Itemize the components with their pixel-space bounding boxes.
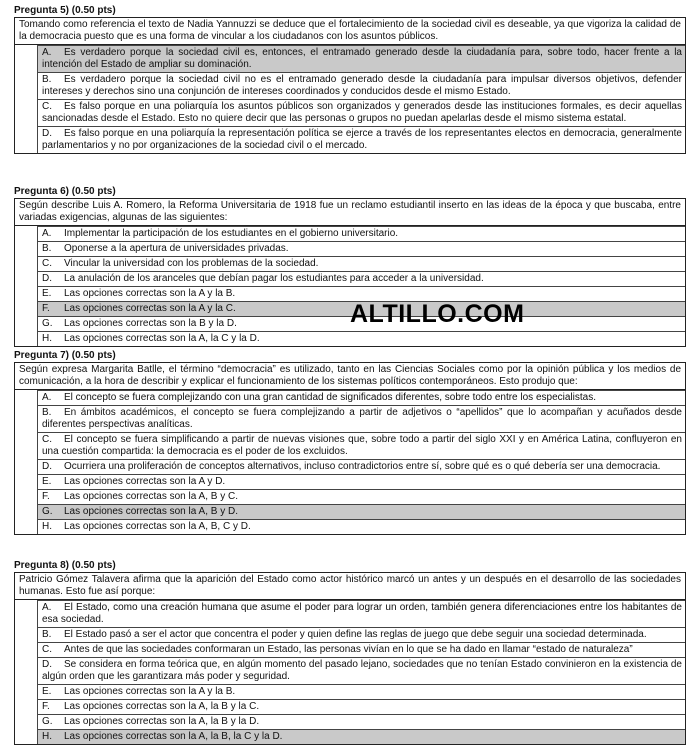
option-text: Oponerse a la apertura de universidades privadas. <box>64 243 289 254</box>
option-label: G. <box>42 506 53 517</box>
option-b[interactable] <box>37 72 685 99</box>
option-text: Las opciones correctas son la A, la B y la D. <box>64 716 260 727</box>
option-text: Las opciones correctas son la A y la B. <box>64 686 236 697</box>
option-e[interactable] <box>37 684 685 699</box>
option-text: Las opciones correctas son la A, B, C y D. <box>64 521 251 532</box>
option-label: C. <box>42 258 52 269</box>
option-text: Las opciones correctas son la A y la C. <box>64 303 236 314</box>
option-label: C. <box>42 644 52 655</box>
option-g[interactable] <box>37 504 685 519</box>
option-h[interactable] <box>37 331 685 346</box>
option-label: A. <box>42 47 52 58</box>
option-text: Las opciones correctas son la A, B y D. <box>64 506 238 517</box>
option-label: B. <box>42 74 52 85</box>
option-c[interactable] <box>37 432 685 459</box>
option-a[interactable] <box>37 45 685 72</box>
option-label: G. <box>42 716 53 727</box>
option-label: G. <box>42 318 53 329</box>
option-text: La anulación de los aranceles que debían pagar los estudiantes para acceder a la universidad. <box>64 273 484 284</box>
question-title: Pregunta 7) (0.50 pts) <box>14 350 116 361</box>
option-b[interactable] <box>37 627 685 642</box>
option-label: C. <box>42 101 52 112</box>
option-label: D. <box>42 461 52 472</box>
option-text: El concepto se fuera simplificando a partir de nuevas visiones que, sobre todo a partir del siglo XXI y en América Latina, confluyeron en una cuestión compartida: la democracia es el poder de los excluidos. <box>42 434 682 457</box>
option-label: F. <box>42 491 50 502</box>
option-text: Implementar la participación de los estudiantes en el gobierno universitario. <box>64 228 399 239</box>
option-text: Se considera en forma teórica que, en algún momento del pasado lejano, sociedades que no tenían Estado convinieron en la existencia de algún orden que les garantizara más poder y seguridad. <box>42 659 682 682</box>
option-label: F. <box>42 701 50 712</box>
option-text: Es verdadero porque la sociedad civil es, entonces, el entramado generado desde la ciudadanía para, sobre todo, hacer frente a la intención del Estado de ampliar su dominación. <box>42 47 682 70</box>
option-text: Es falso porque en una poliarquía los asuntos públicos son organizados y generados desde las instituciones formales, es decir aquellas sancionadas desde el Estado. Esto no quiere decir que las personas o grupos no puedan apelarlas desde el mismo sistema estatal. <box>42 101 682 124</box>
option-text: Las opciones correctas son la B y la D. <box>64 318 237 329</box>
option-label: D. <box>42 659 52 670</box>
option-g[interactable] <box>37 714 685 729</box>
question-box <box>14 362 686 535</box>
option-label: E. <box>42 476 52 487</box>
question-title: Pregunta 5) (0.50 pts) <box>14 5 116 16</box>
option-label: B. <box>42 243 52 254</box>
option-text: El Estado, como una creación humana que asume el poder para lograr un orden, también genera diferenciaciones entre los habitantes de esa sociedad. <box>42 602 682 625</box>
option-text: Es verdadero porque la sociedad civil no es el entramado generado desde la ciudadanía para impulsar diversos objetivos, defender intereses y derechos sino una conjunción de intereses coordinados y conducidos desde el mismo Estado. <box>42 74 682 97</box>
option-a[interactable] <box>37 600 685 627</box>
option-label: F. <box>42 303 50 314</box>
option-f[interactable] <box>37 489 685 504</box>
question-stem: Según describe Luis A. Romero, la Reforma Universitaria de 1918 fue un reclamo estudiantil inserto en las ideas de la época y que buscaba, entre variadas exigencias, algunas de las siguientes: <box>15 199 685 226</box>
option-label: D. <box>42 273 52 284</box>
question-5 <box>14 5 686 154</box>
option-d[interactable] <box>37 459 685 474</box>
question-box <box>14 572 686 745</box>
option-text: Las opciones correctas son la A, la C y la D. <box>64 333 260 344</box>
option-c[interactable] <box>37 642 685 657</box>
question-stem: Tomando como referencia el texto de Nadia Yannuzzi se deduce que el fortalecimiento de la sociedad civil es deseable, ya que vigoriza la calidad de la democracia puesto que es una forma de vincular a los ciudadanos con los asuntos públicos. <box>15 18 685 45</box>
question-8 <box>14 560 686 745</box>
option-c[interactable] <box>37 99 685 126</box>
option-a[interactable] <box>37 390 685 405</box>
option-label: A. <box>42 392 52 403</box>
option-b[interactable] <box>37 241 685 256</box>
option-label: H. <box>42 521 52 532</box>
option-c[interactable] <box>37 256 685 271</box>
option-h[interactable] <box>37 519 685 534</box>
option-text: El Estado pasó a ser el actor que concentra el poder y quien define las reglas de juego que debe seguir una sociedad determinada. <box>64 629 647 640</box>
option-label: D. <box>42 128 52 139</box>
option-label: H. <box>42 333 52 344</box>
option-label: E. <box>42 288 52 299</box>
option-b[interactable] <box>37 405 685 432</box>
question-7 <box>14 350 686 535</box>
option-label: A. <box>42 228 52 239</box>
option-a[interactable] <box>37 226 685 241</box>
option-d[interactable] <box>37 271 685 286</box>
option-e[interactable] <box>37 474 685 489</box>
option-text: El concepto se fuera complejizando con una gran cantidad de significados diferentes, sobre todo entre los especialistas. <box>64 392 596 403</box>
option-label: B. <box>42 629 52 640</box>
option-label: C. <box>42 434 52 445</box>
question-stem: Patricio Gómez Talavera afirma que la aparición del Estado como actor histórico marcó un antes y un después en el desarrollo de las sociedades humanas. Esto fue así porque: <box>15 573 685 600</box>
option-text: Las opciones correctas son la A y la B. <box>64 288 236 299</box>
question-stem: Según expresa Margarita Batlle, el término “democracia” es utilizado, tanto en las Ciencias Sociales como por la opinión pública y los medios de comunicación, a la hora de describir y explicar el funcionamiento de los sistemas políticos contemporáneos. Esto produjo que: <box>15 363 685 390</box>
option-f[interactable] <box>37 699 685 714</box>
option-d[interactable] <box>37 126 685 153</box>
option-text: Las opciones correctas son la A, B y C. <box>64 491 238 502</box>
option-text: Es falso porque en una poliarquía la representación política se ejerce a través de los representantes electos en democracia, generalmente parlamentarios y no por organizaciones de la sociedad civil o el mercado. <box>42 128 682 151</box>
option-text: Las opciones correctas son la A y D. <box>64 476 226 487</box>
watermark: ALTILLO.COM <box>350 300 525 328</box>
option-text: En ámbitos académicos, el concepto se fuera complejizando a partir de adjetivos o “apellidos” que lo acompañan y acuñados desde diferentes perspectivas analíticas. <box>42 407 682 430</box>
option-text: Las opciones correctas son la A, la B y la C. <box>64 701 260 712</box>
option-text: Ocurriera una proliferación de conceptos alternativos, incluso contradictorios entre sí, sobre qué es o qué debería ser una democracia. <box>64 461 661 472</box>
option-text: Las opciones correctas son la A, la B, la C y la D. <box>64 731 283 742</box>
question-title: Pregunta 6) (0.50 pts) <box>14 186 116 197</box>
option-text: Antes de que las sociedades conformaran un Estado, las personas vivían en lo que se ha dado en llamar “estado de naturaleza” <box>64 644 633 655</box>
option-label: E. <box>42 686 52 697</box>
option-e[interactable] <box>37 286 685 301</box>
option-label: B. <box>42 407 52 418</box>
option-label: A. <box>42 602 52 613</box>
option-label: H. <box>42 731 52 742</box>
question-title: Pregunta 8) (0.50 pts) <box>14 560 116 571</box>
option-d[interactable] <box>37 657 685 684</box>
option-h[interactable] <box>37 729 685 744</box>
option-text: Vincular la universidad con los problemas de la sociedad. <box>64 258 319 269</box>
question-box <box>14 17 686 154</box>
